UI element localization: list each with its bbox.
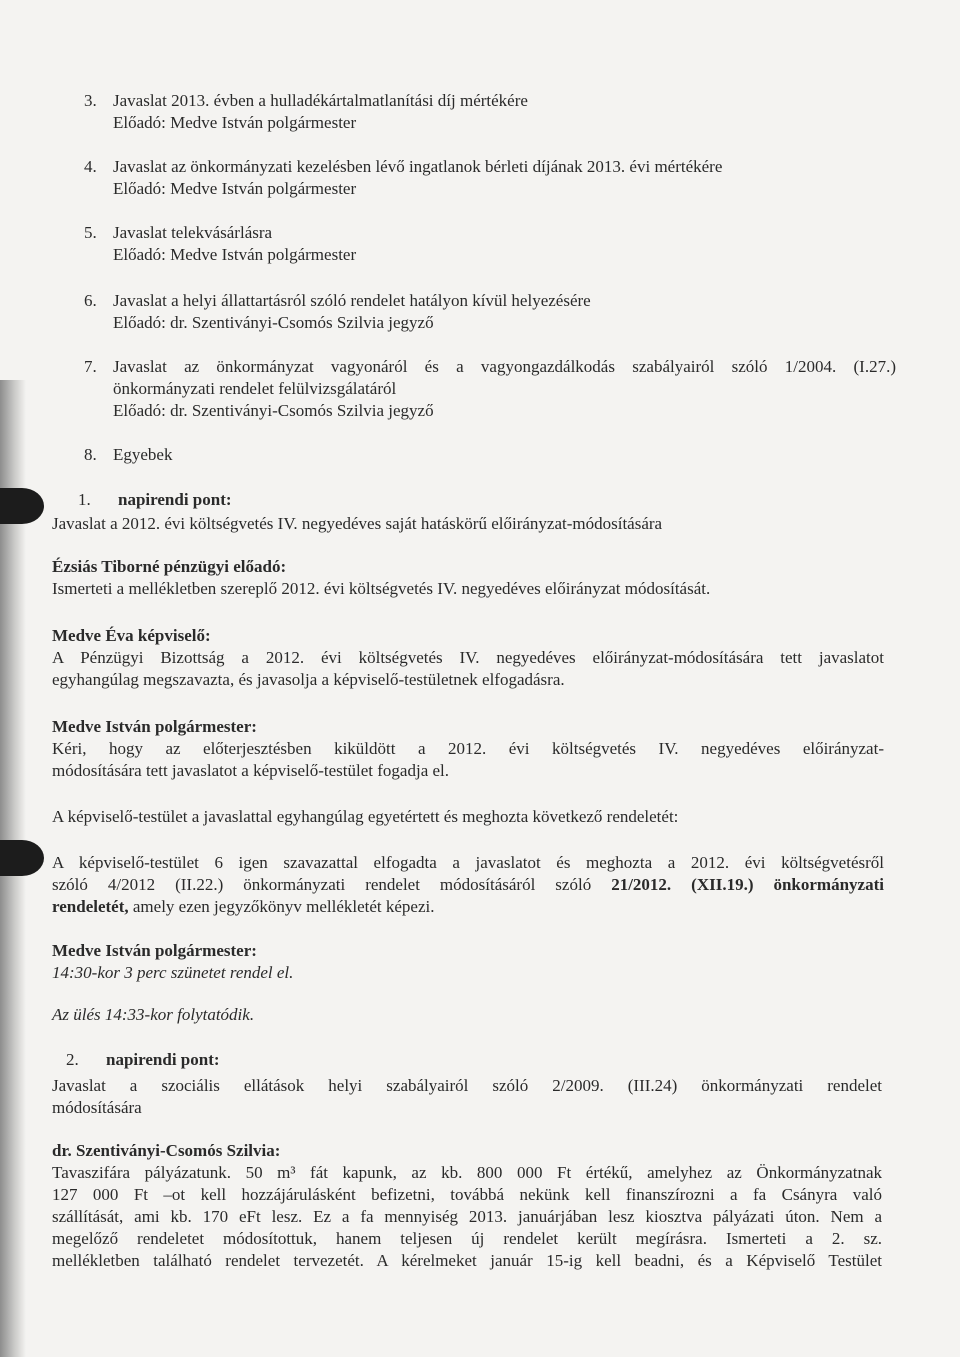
agenda-item-4 <box>84 156 884 200</box>
agenda-number: 7. <box>84 357 97 376</box>
decision-text: szóló 4/2012 (II.22.) önkormányzati rendelet módosításáról szóló <box>52 875 612 894</box>
speaker-block-4 <box>52 1140 882 1272</box>
break-text: 14:30-kor 3 perc szünetet rendel el. <box>52 963 294 982</box>
decision-text: amely ezen jegyzőkönyv mellékletét képezi. <box>128 897 435 916</box>
resume-text: Az ülés 14:33-kor folytatódik. <box>52 1005 255 1024</box>
speaker-text: mellékletben található rendelet tervezetét. A kérelmeket január 15-ig kell beadni, és a Képviselő Testület <box>52 1251 882 1270</box>
speaker-block-1 <box>52 556 892 600</box>
item2-subject-line: módosítására <box>52 1098 142 1117</box>
break-block <box>52 940 892 984</box>
speaker-text: Kéri, hogy az előterjesztésben kiküldött a 2012. évi költségvetés IV. negyedéves előirányzat- <box>52 739 884 758</box>
decision-emphasis: rendeletét, <box>52 897 129 916</box>
speaker-name: Medve István polgármester: <box>52 941 257 960</box>
agenda-number: 3. <box>84 91 97 110</box>
item1-heading <box>78 490 232 510</box>
speaker-name: Medve Éva képviselő: <box>52 626 211 645</box>
agenda-item-6 <box>84 290 884 334</box>
agenda-number: 8. <box>84 445 97 464</box>
speaker-name: dr. Szentiványi-Csomós Szilvia: <box>52 1141 281 1160</box>
speaker-text: Ismerteti a mellékletben szereplő 2012. évi költségvetés IV. negyedéves előirányzat módosítását. <box>52 579 711 598</box>
resume-block <box>52 1004 892 1026</box>
speaker-name: Ézsiás Tiborné pénzügyi előadó: <box>52 557 287 576</box>
decision-line <box>52 896 884 918</box>
speaker-text: módosítására tett javaslatot a képviselő-testület fogadja el. <box>52 761 450 780</box>
item1-subject <box>52 513 872 535</box>
speaker-text: A Pénzügyi Bizottság a 2012. évi költségvetés IV. negyedéves előirányzat-módosítására tett javaslatot <box>52 648 884 667</box>
decision-line <box>52 874 884 896</box>
speaker-text: megelőző rendeletet módosítottuk, hanem teljesen új rendelet került megírásra. Ismerteti a 2. sz. <box>52 1229 882 1248</box>
item2-number: 2. <box>66 1050 79 1069</box>
agenda-item-7 <box>84 356 896 422</box>
agenda-item-8 <box>84 444 884 466</box>
item2-heading-label: napirendi pont: <box>106 1050 220 1069</box>
agenda-title: Javaslat az önkormányzati kezelésben lévő ingatlanok bérleti díjának 2013. évi mértékére <box>113 157 723 176</box>
agenda-number: 6. <box>84 291 97 310</box>
speaker-text: szállítását, ami kb. 170 eFt lesz. Ez a fa mennyiség 2013. januárjában lesz kiosztva pályázati úton. Nem a <box>52 1207 882 1226</box>
item1-number: 1. <box>78 490 91 509</box>
speaker-text: egyhangúlag megszavazta, és javasolja a képviselő-testületnek elfogadásra. <box>52 670 565 689</box>
punch-hole <box>0 840 44 876</box>
decision-line: A képviselő-testület 6 igen szavazattal elfogadta a javaslatot és meghozta a 2012. évi költségvetésről <box>52 853 884 872</box>
item1-subject-text: Javaslat a 2012. évi költségvetés IV. negyedéves saját hatáskörű előirányzat-módosítására <box>52 514 663 533</box>
decision-block <box>52 852 884 918</box>
agenda-presenter: Előadó: Medve István polgármester <box>113 245 357 264</box>
agenda-number: 5. <box>84 223 97 242</box>
agenda-title: Egyebek <box>113 445 173 464</box>
speaker-name: Medve István polgármester: <box>52 717 257 736</box>
agenda-title: Javaslat telekvásárlásra <box>113 223 273 242</box>
agenda-number: 4. <box>84 157 97 176</box>
agenda-item-5 <box>84 222 884 266</box>
item2-heading <box>66 1050 220 1070</box>
agenda-title: Javaslat 2013. évben a hulladékártalmatlanítási díj mértékére <box>113 91 528 110</box>
item2-subject <box>52 1075 882 1119</box>
punch-hole <box>0 488 44 524</box>
speaker-text: 127 000 Ft –ot kell hozzájárulásként befizetni, továbbá nekünk kell finanszírozni a fa Csányra való <box>52 1185 882 1204</box>
agenda-presenter: Előadó: Medve István polgármester <box>113 113 357 132</box>
agenda-title: Javaslat az önkormányzat vagyonáról és a vagyongazdálkodás szabályairól szóló 1/2004. (I.27.) <box>113 357 896 376</box>
speaker-block-2 <box>52 625 884 691</box>
decision-number: 21/2012. (XII.19.) önkormányzati <box>611 875 884 894</box>
speaker-text: Tavaszifára pályázatunk. 50 m³ fát kapunk, az kb. 800 000 Ft értékű, amelyhez az Önkormányzatnak <box>52 1163 882 1182</box>
agenda-title: Javaslat a helyi állattartásról szóló rendelet hatályon kívül helyezésére <box>113 291 591 310</box>
agenda-item-3 <box>84 90 884 134</box>
agenda-title-continued: önkormányzati rendelet felülvizsgálatáról <box>113 379 397 398</box>
speaker-block-3 <box>52 716 884 782</box>
agenda-presenter: Előadó: dr. Szentiványi-Csomós Szilvia jegyző <box>113 401 434 420</box>
item1-heading-label: napirendi pont: <box>118 490 232 509</box>
consent-line: A képviselő-testület a javaslattal egyhangúlag egyetértett és meghozta következő rendeletét: <box>52 807 679 826</box>
item2-subject-line: Javaslat a szociális ellátások helyi szabályairól szóló 2/2009. (III.24) önkormányzati rendelet <box>52 1076 882 1095</box>
agenda-presenter: Előadó: dr. Szentiványi-Csomós Szilvia jegyző <box>113 313 434 332</box>
agenda-presenter: Előadó: Medve István polgármester <box>113 179 357 198</box>
consent-text <box>52 806 892 828</box>
